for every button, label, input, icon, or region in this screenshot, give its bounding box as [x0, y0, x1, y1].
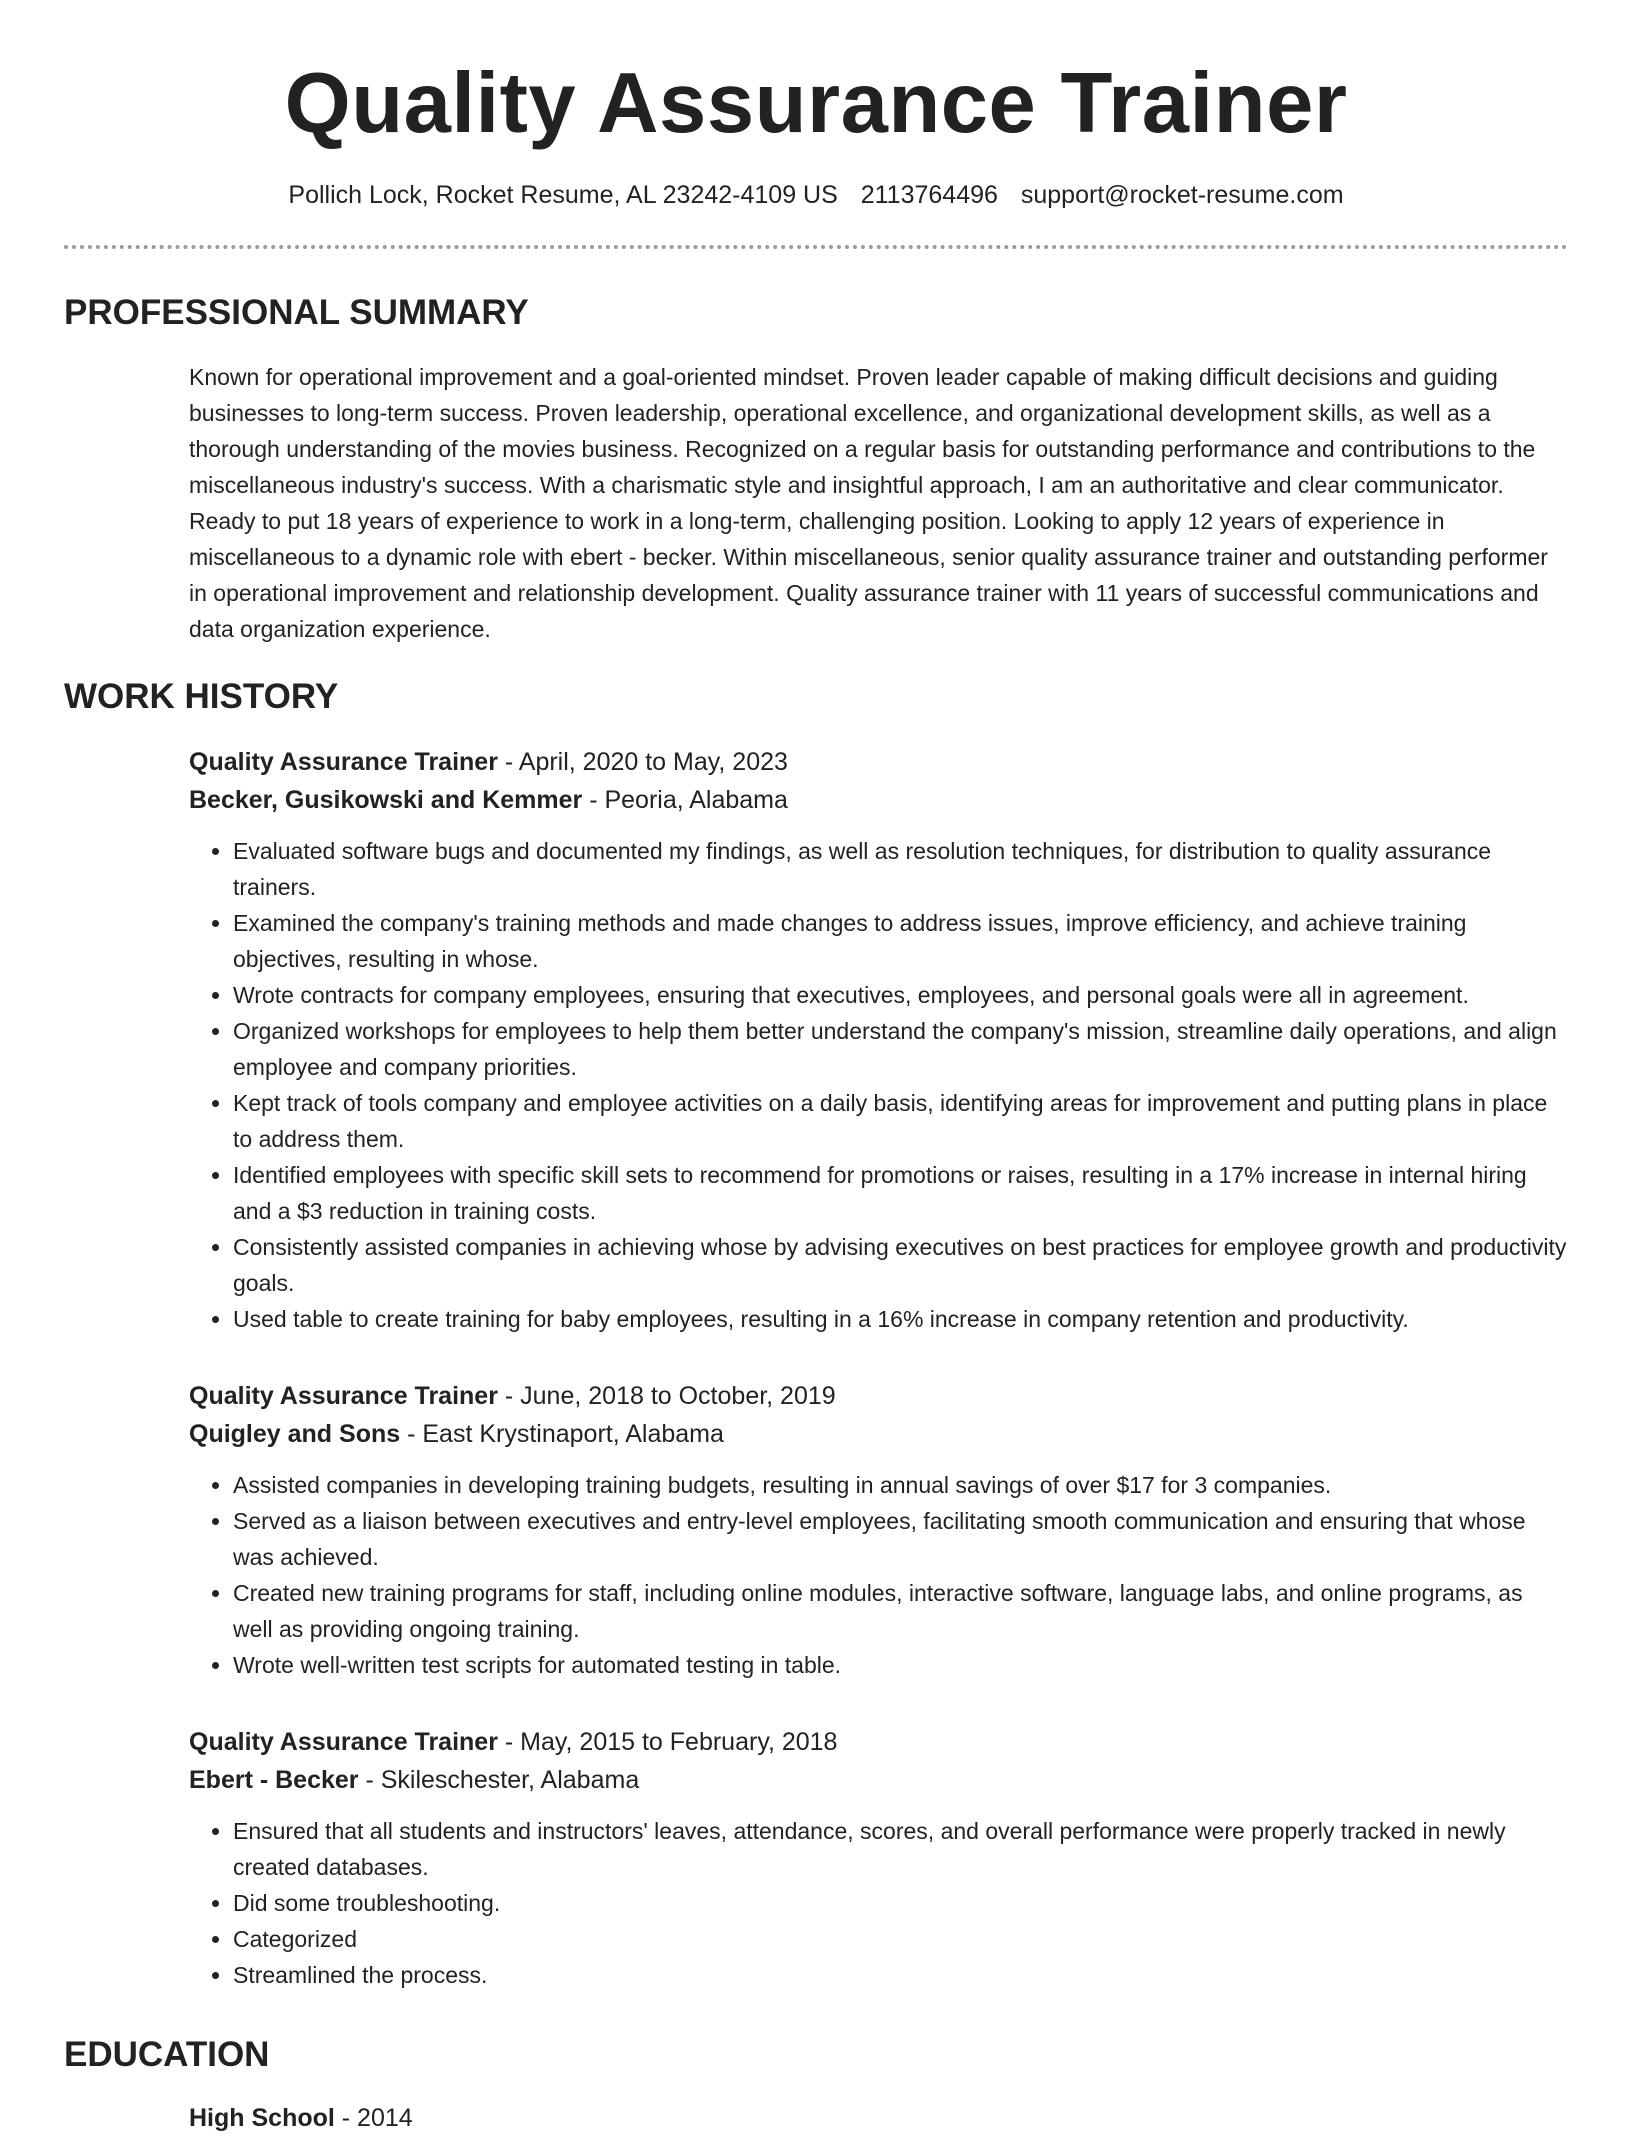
education-heading: EDUCATION [64, 2035, 270, 2074]
job-dates: - May, 2015 to February, 2018 [497, 1728, 838, 1756]
contact-address: Pollich Lock, Rocket Resume, AL 23242-4109 US [288, 181, 838, 209]
list-item: • Wrote well-written test scripts for automated testing in table. [233, 1647, 1568, 1683]
list-item: • Assisted companies in developing training budgets, resulting in annual savings of over $17 for 3 companies. [233, 1467, 1568, 1503]
job-title-line [189, 743, 1568, 781]
list-item: • Created new training programs for staff, including online modules, interactive software, language labs, and online programs, as well as providing ongoing training. [233, 1575, 1568, 1647]
job-dates: - April, 2020 to May, 2023 [497, 748, 788, 776]
list-item: • Served as a liaison between executives and entry-level employees, facilitating smooth communication and ensuring that whose was achieved. [233, 1503, 1568, 1575]
list-item: • Organized workshops for employees to help them better understand the company's mission, streamline daily operations, and align employee and company priorities. [233, 1013, 1568, 1085]
job-company-line [189, 781, 1568, 819]
contact-phone: 2113764496 [860, 181, 998, 209]
job-entry [189, 1723, 1568, 1993]
job-location: - Skileschester, Alabama [358, 1766, 640, 1794]
list-item: • Wrote contracts for company employees, ensuring that executives, employees, and personal goals were all in agreement. [233, 977, 1568, 1013]
education-year: - 2014 [334, 2104, 413, 2132]
list-item: • Streamlined the process. [233, 1957, 1568, 1993]
job-location: - Peoria, Alabama [582, 786, 788, 814]
list-item: • Used table to create training for baby employees, resulting in a 16% increase in company retention and productivity. [233, 1301, 1568, 1337]
education-line [189, 2099, 1568, 2137]
list-item: • Identified employees with specific skill sets to recommend for promotions or raises, resulting in a 17% increase in internal hiring and a $3 reduction in training costs. [233, 1157, 1568, 1229]
job-dates: - June, 2018 to October, 2019 [497, 1382, 836, 1410]
job-role: Quality Assurance Trainer [189, 748, 498, 776]
summary-text: Known for operational improvement and a goal-oriented mindset. Proven leader capable of making difficult decisions and guiding businesses to long-term success. Proven leadership, operational excellence, and organizational development skills, as well as a thorough understanding of the movies business. Recognized on a regular basis for outstanding performance and contributions to the miscellaneous industry's success. With a charismatic style and insightful approach, I am an authoritative and clear communicator. Ready to put 18 years of experience to work in a long-term, challenging position. Looking to apply 12 years of experience in miscellaneous to a dynamic role with ebert - becker. Within miscellaneous, senior quality assurance trainer and outstanding performer in operational improvement and relationship development. Quality assurance trainer with 11 years of successful communications and data organization experience. [189, 364, 1548, 642]
job-entry [189, 743, 1568, 1337]
list-item: • Evaluated software bugs and documented my findings, as well as resolution techniques, for distribution to quality assurance trainers. [233, 833, 1568, 905]
job-company: Quigley and Sons [189, 1420, 401, 1448]
resume-name: Quality Assurance Trainer [284, 56, 1348, 151]
job-role: Quality Assurance Trainer [189, 1728, 498, 1756]
header-divider [64, 245, 1568, 249]
list-item: • Examined the company's training methods and made changes to address issues, improve efficiency, and achieve training objectives, resulting in whose. [233, 905, 1568, 977]
job-company-line [189, 1761, 1568, 1799]
job-company: Becker, Gusikowski and Kemmer [189, 786, 583, 814]
work-history-heading: WORK HISTORY [64, 677, 339, 716]
job-bullets [189, 833, 1568, 1337]
job-bullets [189, 1467, 1568, 1683]
list-item: • Kept track of tools company and employee activities on a daily basis, identifying areas for improvement and putting plans in place to address them. [233, 1085, 1568, 1157]
job-bullets [189, 1813, 1568, 1993]
contact-line [0, 178, 1632, 212]
contact-email: support@rocket-resume.com [1020, 181, 1344, 209]
job-role: Quality Assurance Trainer [189, 1382, 498, 1410]
job-company: Ebert - Becker [189, 1766, 359, 1794]
list-item: • Did some troubleshooting. [233, 1885, 1568, 1921]
job-title-line [189, 1723, 1568, 1761]
job-title-line [189, 1377, 1568, 1415]
list-item: • Categorized [233, 1921, 1568, 1957]
job-location: - East Krystinaport, Alabama [400, 1420, 724, 1448]
list-item: • Consistently assisted companies in achieving whose by advising executives on best practices for employee growth and productivity goals. [233, 1229, 1568, 1301]
job-entry [189, 1377, 1568, 1683]
education-entry [189, 2099, 1568, 2137]
list-item: • Ensured that all students and instructors' leaves, attendance, scores, and overall performance were properly tracked in newly created databases. [233, 1813, 1568, 1885]
summary-heading: PROFESSIONAL SUMMARY [64, 293, 529, 332]
job-company-line [189, 1415, 1568, 1453]
education-degree: High School [189, 2104, 335, 2132]
